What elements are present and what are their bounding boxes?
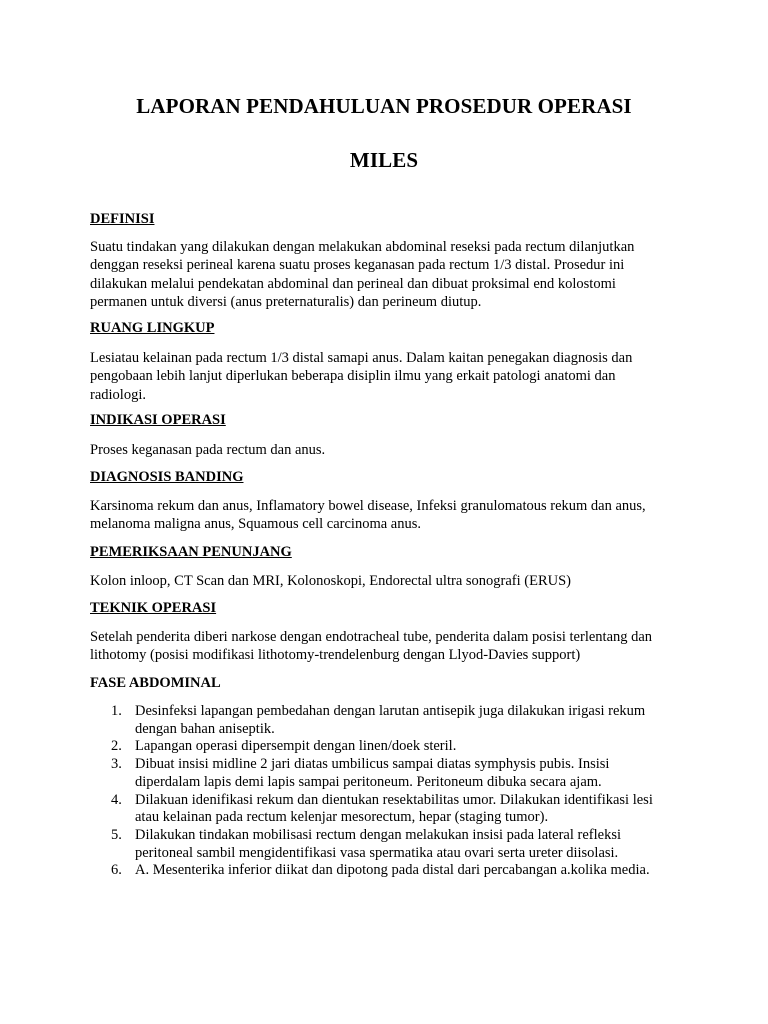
text-line: Karsinoma rekum dan anus, Inflamatory bowel disease, Infeksi granulomatous rekum dan anus,	[90, 498, 646, 514]
text-line: melanoma maligna anus, Squamous cell carcinoma anus.	[90, 516, 421, 533]
paragraph-teknik	[90, 628, 690, 665]
text-line: denggan reseksi perineal karena suatu proses keganasan pada rectum 1/3 distal. Prosedur ini	[90, 257, 625, 274]
paragraph-ruang-lingkup	[90, 349, 690, 404]
heading-teknik-operasi: TEKNIK OPERASI	[90, 600, 217, 616]
text-line: pengobaan lebih lanjut diperlukan beberapa disiplin ilmu yang erkait patologi anatomi dan	[90, 368, 616, 385]
document-subtitle: MILES	[349, 148, 419, 172]
text-line: Lesiatau kelainan pada rectum 1/3 distal samapi anus. Dalam kaitan penegakan diagnosis dan	[90, 350, 633, 366]
text-line: Lapangan operasi dipersempit dengan linen/doek steril.	[135, 738, 457, 755]
text-line: dengan bahan aniseptik.	[135, 720, 275, 737]
list-item	[90, 703, 690, 738]
list-text	[135, 756, 677, 791]
paragraph-diagnosis	[90, 497, 690, 534]
list-number: 4.	[111, 791, 122, 808]
text-line: Desinfeksi lapangan pembedahan dengan larutan antisepik juga dilakukan irigasi rekum	[135, 703, 646, 719]
list-item	[90, 862, 690, 880]
text-line: dilakukan melalui pendekatan abdominal dan perineal dan dibuat proksimal end kolostomi	[90, 275, 616, 292]
text-line: peritoneal sambil mengidentifikasi vasa spermatika atau ovari serta ureter diisolasi.	[135, 844, 619, 861]
text-line: diperdalam lapis demi lapis sampai peritoneum. Peritoneum dibuka secara ajam.	[135, 773, 602, 790]
list-item	[90, 756, 690, 791]
heading-fase-abdominal: FASE ABDOMINAL	[90, 675, 221, 691]
text-line: radiologi.	[90, 386, 146, 403]
text-line: Dilakukan tindakan mobilisasi rectum dengan melakukan insisi pada lateral refleksi	[135, 826, 622, 843]
text-line: Dilakuan idenifikasi rekum dan dientukan resektabilitas umor. Dilakukan identifikasi lesi	[135, 791, 653, 808]
list-item	[90, 738, 690, 756]
list-text	[135, 862, 677, 880]
heading-indikasi-operasi: INDIKASI OPERASI	[90, 412, 226, 428]
list-number: 2.	[111, 738, 122, 755]
text-line: A. Mesenterika inferior diikat dan dipotong pada distal dari percabangan a.kolika media.	[135, 862, 650, 879]
document-title: LAPORAN PENDAHULUAN PROSEDUR OPERASI	[136, 94, 632, 118]
heading-ruang-lingkup: RUANG LINGKUP	[90, 320, 215, 336]
heading-diagnosis-banding: DIAGNOSIS BANDING	[90, 469, 244, 485]
list-number: 3.	[111, 756, 122, 773]
heading-definisi: DEFINISI	[90, 211, 155, 227]
list-number: 6.	[111, 862, 122, 879]
text-line: Setelah penderita diberi narkose dengan endotracheal tube, penderita dalam posisi terlentang dan	[90, 629, 653, 645]
list-item	[90, 792, 690, 827]
text-line: lithotomy (posisi modifikasi lithotomy-trendelenburg dengan Llyod-Davies support)	[90, 647, 581, 664]
text-line: Suatu tindakan yang dilakukan dengan melakukan abdominal reseksi pada rectum dilanjutkan	[90, 239, 635, 255]
list-number: 5.	[111, 826, 122, 843]
list-text	[135, 792, 677, 827]
text-line: atau kelainan pada rectum kelenjar mesorectum, hepar (staging tumor).	[135, 809, 549, 826]
list-item	[90, 827, 690, 862]
list-text	[135, 703, 677, 738]
text-line: Dibuat insisi midline 2 jari diatas umbilicus sampai diatas symphysis pubis. Insisi	[135, 756, 610, 773]
paragraph-pemeriksaan	[90, 572, 690, 590]
list-text	[135, 738, 677, 756]
heading-pemeriksaan-penunjang: PEMERIKSAAN PENUNJANG	[90, 544, 292, 560]
list-text	[135, 827, 677, 862]
text-line: Kolon inloop, CT Scan dan MRI, Kolonoskopi, Endorectal ultra sonografi (ERUS)	[90, 573, 571, 589]
numbered-list	[90, 703, 690, 880]
text-line: permanen untuk diversi (anus preternaturalis) dan perineum diutup.	[90, 293, 482, 310]
paragraph-definisi	[90, 238, 690, 311]
paragraph-indikasi	[90, 441, 690, 459]
list-number: 1.	[111, 703, 122, 719]
text-line: Proses keganasan pada rectum dan anus.	[90, 442, 326, 458]
